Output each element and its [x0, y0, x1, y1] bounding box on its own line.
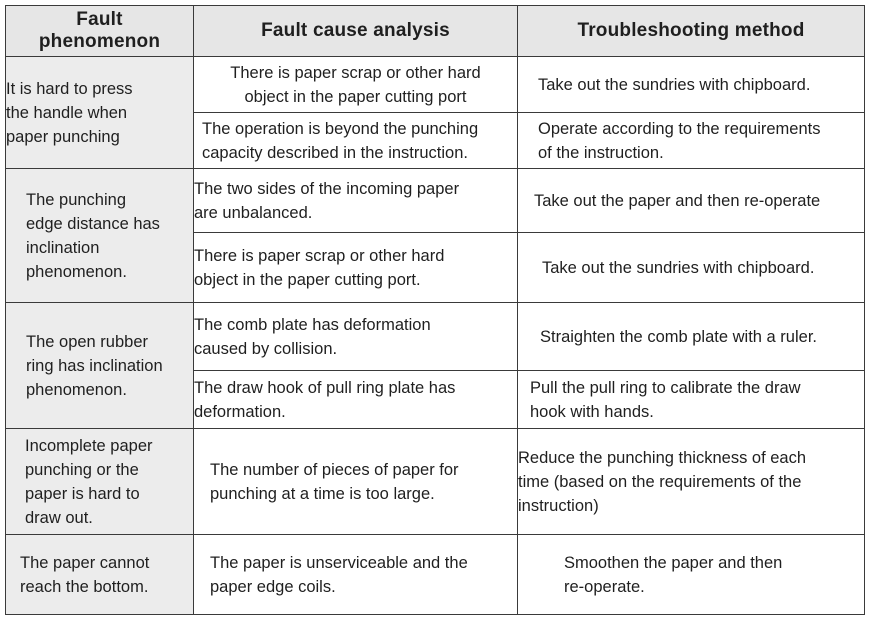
header-troubleshooting-method: Troubleshooting method — [518, 6, 865, 57]
table-row — [6, 57, 865, 113]
fault-cause-cell: The two sides of the incoming paper are unbalanced. — [194, 169, 518, 233]
header-row — [6, 6, 865, 57]
troubleshooting-method-cell: Take out the paper and then re-operate — [518, 169, 865, 233]
fault-phenomenon-cell: The punching edge distance has inclination phenomenon. — [6, 169, 194, 303]
troubleshooting-method-cell: Operate according to the requirements of the instruction. — [518, 113, 865, 169]
fault-phenomenon-cell: The paper cannot reach the bottom. — [6, 535, 194, 615]
troubleshooting-method-cell: Straighten the comb plate with a ruler. — [518, 303, 865, 371]
fault-phenomenon-cell: The open rubber ring has inclination phenomenon. — [6, 303, 194, 429]
troubleshooting-method-cell: Smoothen the paper and then re-operate. — [518, 535, 865, 615]
header-fault-phenomenon: Fault phenomenon — [6, 6, 194, 57]
fault-cause-cell: The number of pieces of paper for punching at a time is too large. — [194, 429, 518, 535]
troubleshooting-method-cell: Take out the sundries with chipboard. — [518, 233, 865, 303]
fault-cause-cell: The comb plate has deformation caused by collision. — [194, 303, 518, 371]
fault-cause-cell: There is paper scrap or other hard object in the paper cutting port — [194, 57, 518, 113]
fault-cause-cell: There is paper scrap or other hard object in the paper cutting port. — [194, 233, 518, 303]
table-row — [6, 429, 865, 535]
table-row — [6, 303, 865, 371]
fault-cause-cell: The draw hook of pull ring plate has deformation. — [194, 371, 518, 429]
fault-phenomenon-cell: Incomplete paper punching or the paper is hard to draw out. — [6, 429, 194, 535]
table-row — [6, 169, 865, 233]
table-row — [6, 535, 865, 615]
troubleshooting-table — [5, 5, 865, 615]
troubleshooting-method-cell: Reduce the punching thickness of each time (based on the requirements of the instruction) — [518, 429, 865, 535]
header-fault-cause-analysis: Fault cause analysis — [194, 6, 518, 57]
fault-cause-cell: The operation is beyond the punching capacity described in the instruction. — [194, 113, 518, 169]
fault-phenomenon-cell: It is hard to press the handle when paper punching — [6, 57, 194, 169]
troubleshooting-method-cell: Take out the sundries with chipboard. — [518, 57, 865, 113]
troubleshooting-method-cell: Pull the pull ring to calibrate the draw hook with hands. — [518, 371, 865, 429]
fault-cause-cell: The paper is unserviceable and the paper edge coils. — [194, 535, 518, 615]
